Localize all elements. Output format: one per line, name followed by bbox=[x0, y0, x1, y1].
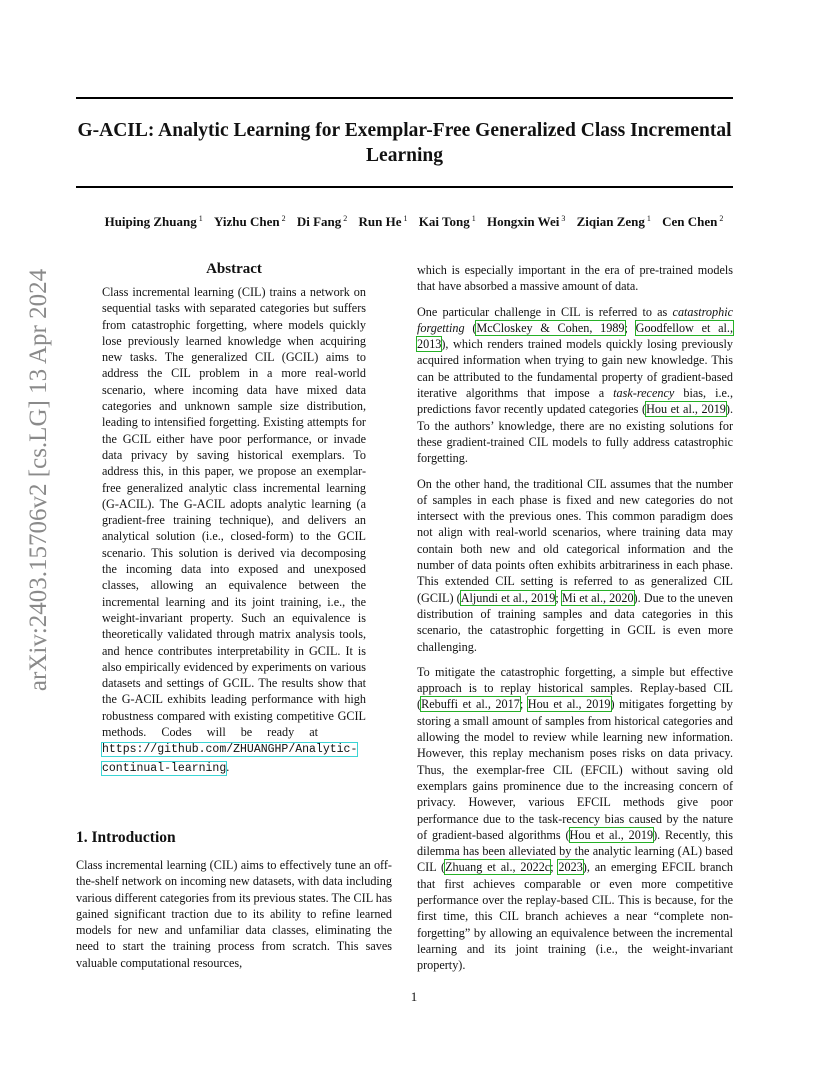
citation-link[interactable]: Mi et al., 2020 bbox=[561, 590, 634, 605]
text: ). Recently, this dilemma has been alleviated by the analytic learning (AL) based CIL ( bbox=[417, 827, 733, 875]
citation-link[interactable]: McCloskey & Cohen, 1989 bbox=[476, 320, 625, 335]
affiliation-mark: 2 bbox=[281, 214, 286, 223]
citation-link[interactable]: Hou et al., 2019 bbox=[569, 827, 654, 842]
author bbox=[105, 214, 203, 229]
citation-link[interactable]: Goodfellow et al., 2013 bbox=[417, 320, 734, 352]
author-list bbox=[40, 214, 788, 230]
text: To mitigate the catastrophic forgetting, a simple but effective approach is to replay historical samples. Replay-based CIL ( bbox=[417, 664, 733, 712]
author-name: Ziqian Zeng bbox=[576, 214, 645, 230]
author bbox=[214, 214, 286, 229]
text: ), which renders trained models quickly losing previously acquired information when trying to gain new knowledge. This can be attributed to the fundamental property of gradient-based iterative algorithms that impose a bbox=[417, 337, 733, 401]
text: ) mitigates forgetting by storing a small amount of samples from historical categories and allowing the model to review while learning new information. However, this replay mechanism poses risks on data privacy. Thus, the exemplar-free CIL (EFCIL) without saving old exemplars gains prominence due to the increasing concern of privacy. However, various EFCIL methods give poor performance due to the task-recency bias caused by the nature of gradient-based algorithms ( bbox=[417, 697, 733, 842]
paragraph: To mitigate the catastrophic forgetting, a simple but effective approach is to replay historical samples. Replay-based CIL (Rebuffi et al., 2017; Hou et al., 2019) mitigates forgetting by storing a small amount of samples from historical categories and allowing the model to review while learning new information. However, this replay mechanism poses risks on data privacy. Thus, the exemplar-free CIL (EFCIL) without saving old exemplars gains prominence due to the increasing concern of privacy. However, various EFCIL methods give poor performance due to the task-recency bias caused by the nature of gradient-based algorithms (Hou et al., 2019). Recently, this dilemma has been alleviated by the analytic learning (AL) based CIL (Zhuang et al., 2022c; 2023), an emerging EFCIL branch that first achieves comparable or even more competitive performance over the replay-based CIL. This is because, for the first time, this CIL branch achieves a near “complete non-forgetting” by allowing an equivalence between the incremental learning and its joint training (i.e., the weight-invariant property). bbox=[417, 664, 733, 973]
author bbox=[419, 214, 476, 229]
affiliation-mark: 2 bbox=[343, 214, 348, 223]
intro-paragraph: Class incremental learning (CIL) aims to effectively tune an off-the-shelf network on incoming new datasets, with data including various different categories from its previous states. The CIL has gained significant traction due to its ability to refine learned models for new and unfamiliar data classes, eliminating the need to start the training process from scratch. This saves valuable computational resources, bbox=[76, 858, 392, 970]
abstract-heading: Abstract bbox=[206, 261, 262, 277]
arxiv-identifier: arXiv:2403.15706v2 [cs.LG] 13 Apr 2024 bbox=[25, 268, 52, 692]
affiliation-mark: 3 bbox=[561, 214, 566, 223]
author-name: Yizhu Chen bbox=[213, 214, 280, 230]
text: which is especially important in the era of pre-trained models that have absorbed a massive amount of data. bbox=[417, 263, 733, 294]
abstract-text: Class incremental learning (CIL) trains a network on sequential tasks with separated categories but suffers from catastrophic forgetting, where models quickly lose previously learned knowledge when acquiring new tasks. The generalized CIL (GCIL) aims to address the CIL problem in a more real-world scenario, where incoming data have mixed data categories and unknown sample size distribution, leading to intensified forgetting. Existing attempts for the GCIL either have poor performance, or invade data privacy by saving historical exemplars. To address this, in this paper, we propose an exemplar-free generalized analytic class incremental learning (G-ACIL). The G-ACIL adopts analytic learning (a gradient-free training technique), and delivers an analytical solution (i.e., closed-form) to the GCIL scenario. This solution is derived via decomposing the incoming data into exposed and unexposed classes, allowing an equivalence between the incremental learning and its joint training, i.e., the weight-invariant property. Such an equivalence is theoretically validated through matrix analysis tools, and hence contributes interpretability in GCIL. It is also empirically evidenced by experiments on various datasets and settings of GCIL. The results show that the G-ACIL exhibits leading performance with high robustness compared with existing competitive GCIL methods. Codes will be ready at https://github.com/ZHUANGHP/Analytic-continual-learning. bbox=[102, 285, 366, 775]
author-name: Huiping Zhuang bbox=[104, 214, 197, 230]
author bbox=[487, 214, 565, 229]
text: bias, i.e., predictions favor recently updated categories ( bbox=[417, 386, 734, 417]
author-name: Run He bbox=[358, 214, 402, 230]
affiliation-mark: 2 bbox=[719, 214, 724, 223]
text: One particular challenge in CIL is referred to as bbox=[417, 304, 668, 319]
title-rule-top bbox=[76, 97, 733, 99]
code-repository-link[interactable]: https://github.com/ZHUANGHP/Analytic-continual-learning bbox=[102, 743, 358, 775]
emphasis: task-recency bbox=[613, 386, 675, 401]
author bbox=[359, 214, 408, 229]
citation-link[interactable]: 2023 bbox=[558, 860, 583, 875]
author bbox=[577, 214, 651, 229]
author-name: Cen Chen bbox=[662, 214, 718, 230]
citation-link[interactable]: Hou et al., 2019 bbox=[646, 402, 726, 417]
citation-link[interactable]: Zhuang et al., 2022c bbox=[445, 860, 551, 875]
paper-title: G-ACIL: Analytic Learning for Exemplar-Free Generalized Class Incremental Learning bbox=[77, 120, 732, 166]
title-rule-bottom bbox=[76, 186, 733, 188]
text: ). To the authors’ knowledge, there are no existing solutions for these gradient-trained CIL models to fully address catastrophic forgetting. bbox=[417, 402, 733, 466]
paragraph: One particular challenge in CIL is referred to as catastrophic forgetting (McCloskey & Cohen, 1989; Goodfellow et al., 2013), which renders trained models quickly losing previously acquired information when trying to gain new knowledge. This can be attributed to the fundamental property of gradient-based iterative algorithms that impose a task-recency bias, i.e., predictions favor recently updated categories (Hou et al., 2019). To the authors’ knowledge, there are no existing solutions for these gradient-trained CIL models to fully address catastrophic forgetting. bbox=[417, 304, 734, 466]
affiliation-mark: 1 bbox=[198, 214, 203, 223]
abstract-paragraph: Class incremental learning (CIL) trains a network on sequential tasks with separated categories but suffers from catastrophic forgetting, where models quickly lose previously learned knowledge when acquiring new tasks. The generalized CIL (GCIL) aims to address the CIL problem in a more real-world scenario, where incoming data have mixed data categories and unknown sample size distribution, leading to intensified forgetting. Existing attempts for the GCIL either have poor performance, or invade data privacy by saving historical exemplars. To address this, in this paper, we propose an exemplar-free generalized analytic class incremental learning (G-ACIL). The G-ACIL adopts analytic learning (a gradient-free training technique), and delivers an analytical solution (i.e., closed-form) to the GCIL scenario. This solution is derived via decomposing the incoming data into exposed and unexposed classes, allowing an equivalence between the incremental learning and its joint training, i.e., the weight-invariant property. Such an equivalence is theoretically validated through matrix analysis tools, and hence contributes interpretability in GCIL. It is also empirically evidenced by experiments on various datasets and settings of GCIL. The results show that the G-ACIL exhibits leading performance with high robustness compared with existing competitive GCIL methods. Codes will be ready at bbox=[102, 285, 366, 740]
text: ). Due to the uneven distribution of training samples and data categories in this scenario, the catastrophic forgetting in GCIL is even more challenging. bbox=[417, 590, 733, 654]
citation-link[interactable]: Rebuffi et al., 2017 bbox=[421, 697, 520, 712]
author-name: Di Fang bbox=[296, 214, 342, 230]
paragraph: On the other hand, the traditional CIL assumes that the number of samples in each phase is fixed and new categories do not intersect with the previous ones. This common paradigm does not align with real-world scenarios, where training data may contain both new and old categorical information and the number of data points often exhibits arbitrariness in each phase. This extended CIL setting is referred to as generalized CIL (GCIL) (Aljundi et al., 2019; Mi et al., 2020). Due to the uneven distribution of training samples and data categories in this scenario, the catastrophic forgetting in GCIL is even more challenging. bbox=[417, 476, 733, 654]
paragraph bbox=[417, 262, 733, 295]
section-heading-introduction: 1. Introduction bbox=[76, 829, 176, 846]
citation-link[interactable]: Hou et al., 2019 bbox=[527, 697, 611, 712]
citation-link[interactable]: Aljundi et al., 2019 bbox=[460, 590, 556, 605]
text: ), an emerging EFCIL branch that first achieves comparable or even more competitive performance over the replay-based CIL. This is because, for the first time, this CIL branch achieves a near “complete non-forgetting” by allowing an equivalence between the incremental learning and its joint training (i.e., the weight-invariant property). bbox=[417, 860, 733, 973]
affiliation-mark: 1 bbox=[471, 214, 476, 223]
affiliation-mark: 1 bbox=[403, 214, 408, 223]
right-column bbox=[417, 262, 733, 982]
emphasis: catastrophic forgetting bbox=[417, 304, 734, 335]
author bbox=[662, 214, 723, 229]
author bbox=[297, 214, 347, 229]
affiliation-mark: 1 bbox=[646, 214, 651, 223]
text: On the other hand, the traditional CIL assumes that the number of samples in each phase is fixed and new categories do not intersect with the previous ones. This common paradigm does not align with real-world scenarios, where training data may contain both new and old categorical information and the number of data points often exhibits arbitrariness in each phase. This extended CIL setting is referred to as generalized CIL (GCIL) ( bbox=[417, 476, 733, 605]
author-name: Kai Tong bbox=[418, 214, 470, 230]
page-number: 1 bbox=[410, 989, 418, 1004]
author-name: Hongxin Wei bbox=[486, 214, 560, 230]
